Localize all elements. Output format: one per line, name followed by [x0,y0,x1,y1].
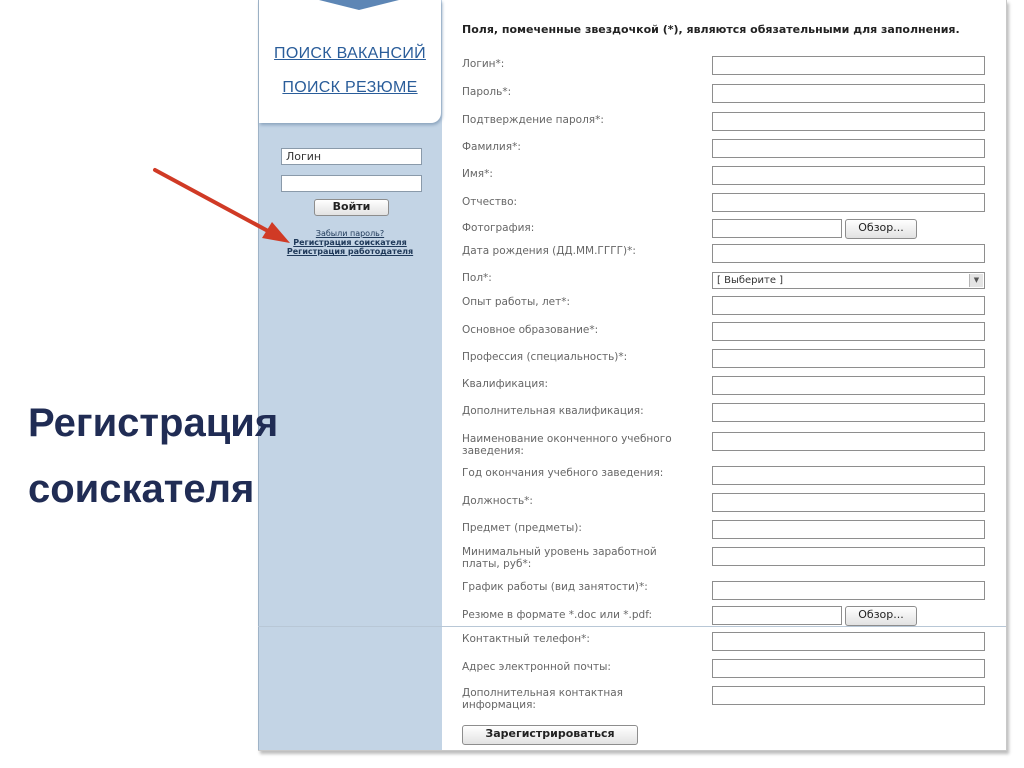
field-label-experience: Опыт работы, лет*: [462,296,571,308]
register-button[interactable]: Зарегистрироваться [462,725,638,745]
caption-line-1: Регистрация [28,401,279,445]
login-button[interactable]: Войти [314,199,389,216]
field-label-password: Пароль*: [462,86,512,98]
chevron-down-icon: ▼ [969,274,983,287]
field-label-min-salary: Минимальный уровень заработной платы, руб*: [462,546,657,570]
field-label-phone: Контактный телефон*: [462,633,590,645]
register-applicant-link[interactable]: Регистрация соискателя [293,238,407,247]
caption-line-2: соискателя [28,467,255,511]
required-fields-notice: Поля, помеченные звездочкой (*), являются обязательными для заполнения. [462,23,960,36]
field-label-position: Должность*: [462,495,533,507]
field-label-login: Логин*: [462,58,505,70]
field-label-photo: Фотография: [462,222,535,234]
arrow-head-icon [262,222,290,243]
arrow-shaft [155,170,268,231]
field-label-gender: Пол*: [462,272,492,284]
field-label-institution: Наименование оконченного учебного заведения: [462,433,672,457]
nav-link-resume-search[interactable]: ПОИСК РЕЗЮМЕ [282,79,418,96]
field-label-schedule: График работы (вид занятости)*: [462,581,648,593]
field-label-name: Имя*: [462,168,493,180]
field-label-education: Основное образование*: [462,324,599,336]
field-label-password-confirm: Подтверждение пароля*: [462,114,604,126]
register-employer-link[interactable]: Регистрация работодателя [286,247,414,256]
nav-link-vacancy-search[interactable]: ПОИСК ВАКАНСИЙ [274,45,426,62]
field-label-extra-qualification: Дополнительная квалификация: [462,405,644,417]
field-label-qualification: Квалификация: [462,378,549,390]
gender-select-value: [ Выберите ] [717,275,784,286]
field-label-graduation-year: Год окончания учебного заведения: [462,467,664,479]
photo-browse-button[interactable]: Обзор... [845,219,917,239]
login-input[interactable]: Логин [281,148,422,165]
field-label-email: Адрес электронной почты: [462,661,611,673]
field-label-profession: Профессия (специальность)*: [462,351,628,363]
field-label-subjects: Предмет (предметы): [462,522,582,534]
resume-browse-button[interactable]: Обзор... [845,606,917,626]
field-label-patronymic: Отчество: [462,196,518,208]
forgot-password-link[interactable]: Забыли пароль? [315,229,385,238]
field-label-resume-file: Резюме в формате *.doc или *.pdf: [462,609,653,621]
field-label-extra-contacts: Дополнительная контактная информация: [462,687,624,711]
field-label-birthdate: Дата рождения (ДД.ММ.ГГГГ)*: [462,245,636,257]
field-label-surname: Фамилия*: [462,141,521,153]
